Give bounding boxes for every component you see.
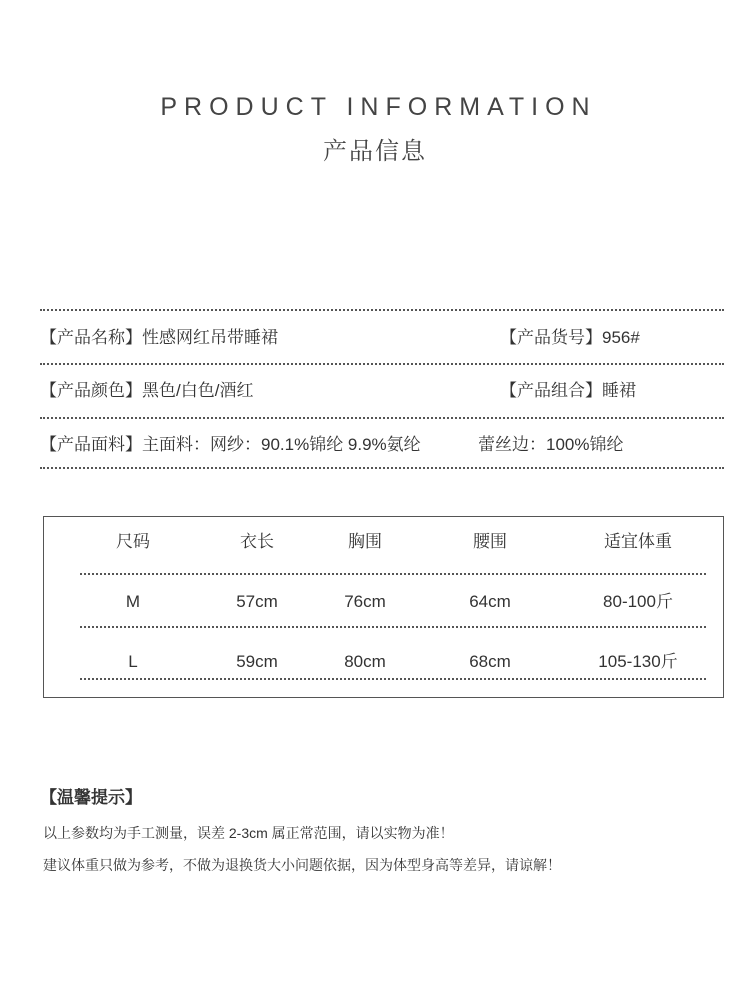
table-cell: 105-130斤 xyxy=(598,652,678,671)
dotted-divider xyxy=(40,309,724,311)
product-combo: 【产品组合】睡裙 xyxy=(500,381,636,400)
table-cell: 68cm xyxy=(469,652,511,671)
table-header-bust: 胸围 xyxy=(348,532,382,551)
dotted-divider xyxy=(40,417,724,419)
page-title-en: PRODUCT INFORMATION xyxy=(160,93,597,121)
product-fabric-main: 【产品面料】主面料：网纱：90.1%锦纶 9.9%氨纶 xyxy=(40,435,421,454)
table-cell: L xyxy=(128,652,138,671)
product-name: 【产品名称】性感网红吊带睡裙 xyxy=(40,328,278,347)
table-dotted-divider xyxy=(80,573,706,575)
dotted-divider xyxy=(40,363,724,365)
table-dotted-divider xyxy=(80,678,706,680)
table-header-weight: 适宜体重 xyxy=(604,532,672,551)
table-cell: 59cm xyxy=(236,652,278,671)
table-cell: 76cm xyxy=(344,592,386,611)
product-color: 【产品颜色】黑色/白色/酒红 xyxy=(40,381,254,400)
table-cell: 80-100斤 xyxy=(603,592,673,611)
table-cell: 64cm xyxy=(469,592,511,611)
notice-line: 建议体重只做为参考，不做为退换货大小问题依据，因为体型身高等差异，请谅解！ xyxy=(43,857,561,873)
notice-line: 以上参数均为手工测量，误差 2-3cm 属正常范围，请以实物为准！ xyxy=(43,825,454,841)
table-header-waist: 腰围 xyxy=(473,532,507,551)
table-cell: 57cm xyxy=(236,592,278,611)
table-cell: 80cm xyxy=(344,652,386,671)
product-sku: 【产品货号】956# xyxy=(500,328,640,347)
table-header-length: 衣长 xyxy=(240,532,274,551)
product-fabric-lace: 蕾丝边：100%锦纶 xyxy=(478,435,624,454)
table-header-size: 尺码 xyxy=(116,532,150,551)
notice-title: 【温馨提示】 xyxy=(40,788,142,807)
page-title-cn: 产品信息 xyxy=(323,138,427,165)
table-dotted-divider xyxy=(80,626,706,628)
table-cell: M xyxy=(125,592,141,611)
dotted-divider xyxy=(40,467,724,469)
